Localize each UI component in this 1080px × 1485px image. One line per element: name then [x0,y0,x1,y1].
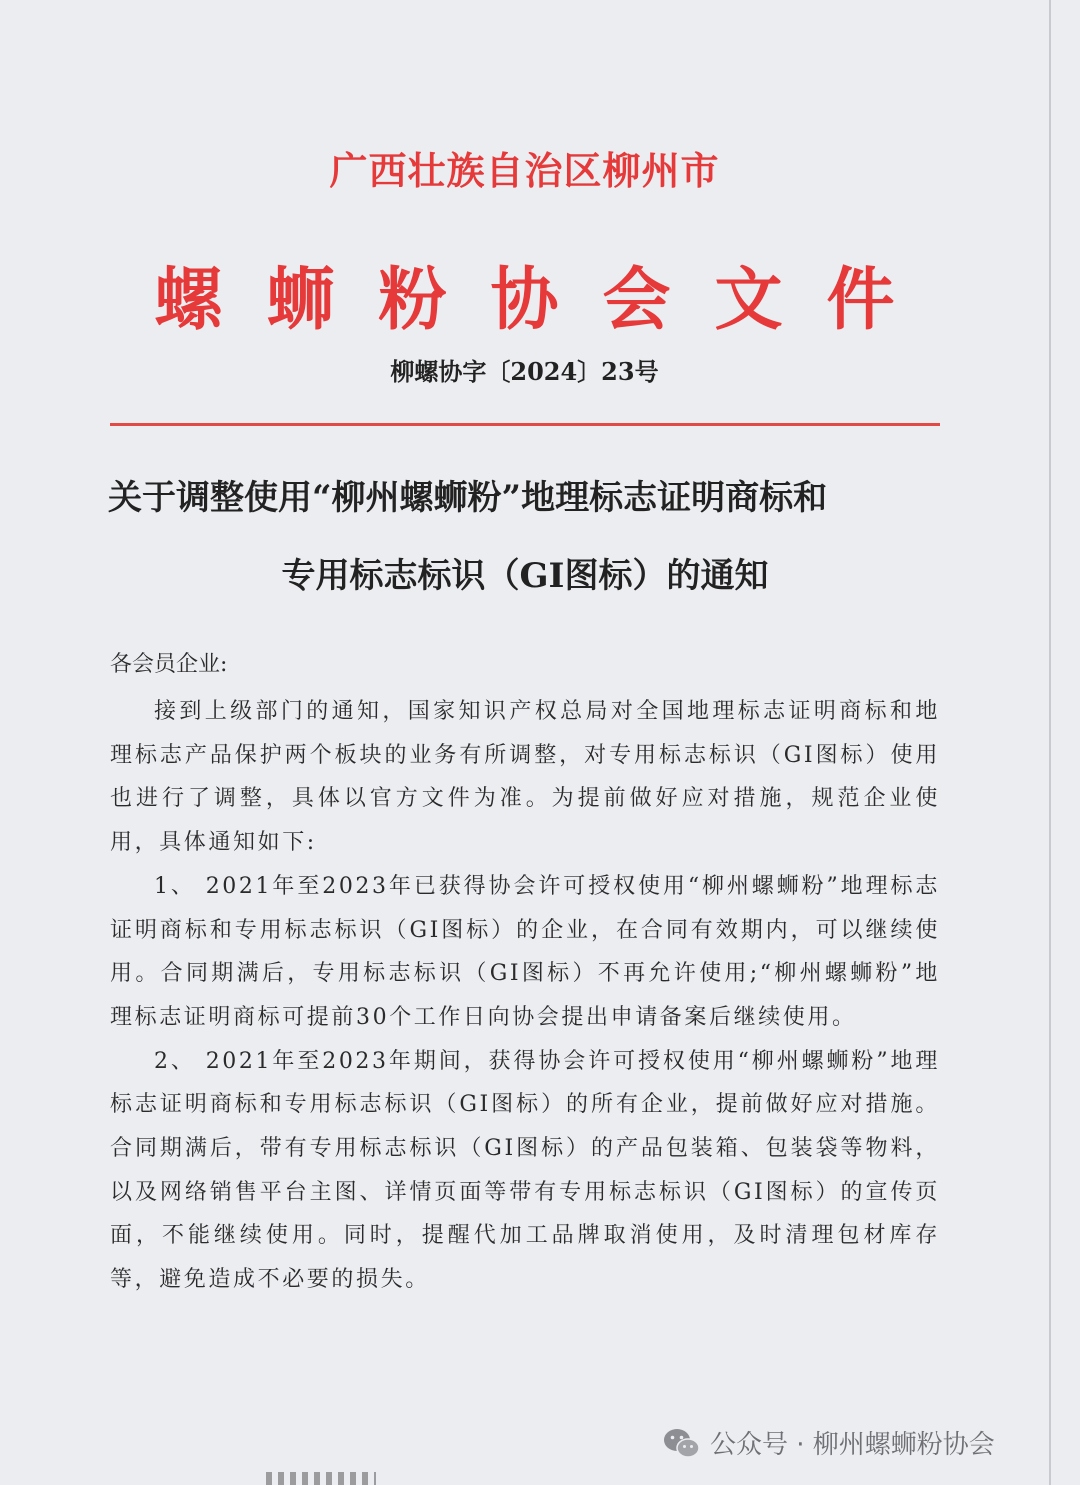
document-number: 柳螺协字〔2024〕23号 [390,357,659,386]
scan-artifact [266,1472,376,1485]
wechat-icon [662,1426,702,1460]
watermark-text: 公众号 · 柳州螺蛳粉协会 [710,1430,995,1460]
notice-title-line-1: 关于调整使用“柳州螺蛳粉”地理标志证明商标和 [108,478,828,518]
salutation: 各会员企业: [110,652,228,677]
notice-body [110,690,940,1302]
notice-title-line-2: 专用标志标识（GI图标）的通知 [281,556,769,596]
body-paragraph-item-1: 1、 2021年至2023年已获得协会许可授权使用“柳州螺蛳粉”地理标志证明商标和专用标志标识（GI图标）的企业，在合同有效期内，可以继续使用。合同期满后，专用标志标识（GI图标）不再允许使用;“柳州螺蛳粉”地理标志证明商标可提前30个工作日向协会提出申请备案后继续使用。 [110,873,940,1030]
page-edge [1049,0,1051,1485]
wechat-watermark [662,1424,995,1461]
document-type-heading: 螺蛳粉协会文件 [154,260,939,340]
body-paragraph-item-2: 2、 2021年至2023年期间，获得协会许可授权使用“柳州螺蛳粉”地理标志证明商标和专用标志标识（GI图标）的所有企业，提前做好应对措施。合同期满后，带有专用标志标识（GI图标）的产品包装箱、包装袋等物料，以及网络销售平台主图、详情页面等带有专用标志标识（GI图标）的宣传页面，不能继续使用。同时，提醒代加工品牌取消使用，及时清理包材库存等，避免造成不必要的损失。 [110,1048,940,1293]
issuer-region: 广西壮族自治区柳州市 [329,148,720,193]
body-paragraph-intro: 接到上级部门的通知，国家知识产权总局对全国地理标志证明商标和地理标志产品保护两个板块的业务有所调整，对专用标志标识（GI图标）使用也进行了调整，具体以官方文件为准。为提前做好应对措施，规范企业使用，具体通知如下: [110,699,940,856]
red-divider [110,423,940,426]
